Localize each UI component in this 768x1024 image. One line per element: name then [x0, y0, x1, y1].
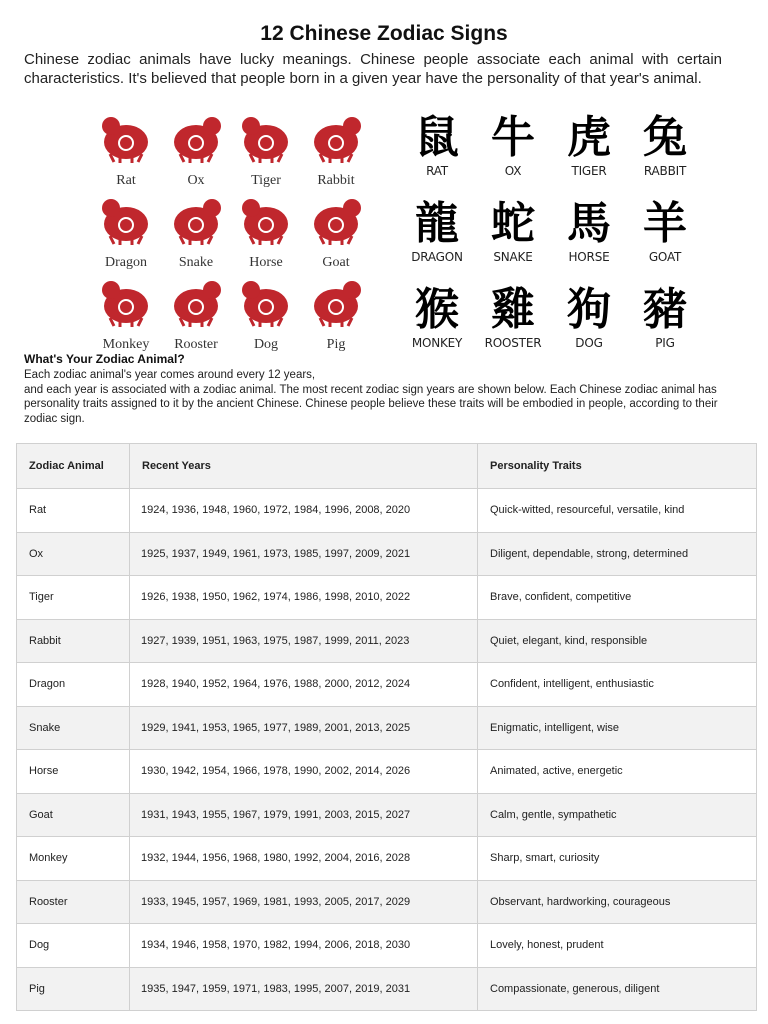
cell-traits: Compassionate, generous, diligent: [478, 967, 757, 1011]
cell-animal: Snake: [17, 706, 130, 750]
cell-animal: Dragon: [17, 663, 130, 707]
page-title: 12 Chinese Zodiac Signs: [260, 22, 508, 45]
cell-traits: Diligent, dependable, strong, determined: [478, 532, 757, 576]
papercut-dragon: [92, 192, 160, 272]
table-row: [17, 793, 757, 837]
papercut-label: Snake: [178, 255, 214, 270]
pig-papercut-icon: [308, 274, 364, 330]
section-paragraph: [24, 368, 728, 426]
section-line: Each zodiac animal's year comes around every 12 years,: [24, 369, 316, 381]
character-goat: [630, 198, 700, 280]
table-row: [17, 489, 757, 533]
cell-years: 1924, 1936, 1948, 1960, 1972, 1984, 1996, 2008, 2020: [130, 489, 478, 533]
character-label: OX: [504, 164, 522, 178]
cell-years: 1929, 1941, 1953, 1965, 1977, 1989, 2001, 2013, 2025: [130, 706, 478, 750]
character-label: RAT: [426, 164, 448, 178]
character-pig: [630, 284, 700, 366]
cell-years: 1932, 1944, 1956, 1968, 1980, 1992, 2004, 2016, 2028: [130, 837, 478, 881]
cell-years: 1926, 1938, 1950, 1962, 1974, 1986, 1998, 2010, 2022: [130, 576, 478, 620]
character-glyph: 龍: [415, 198, 459, 249]
character-glyph: 牛: [491, 112, 535, 163]
papercut-label: Rat: [116, 173, 136, 188]
cell-traits: Lovely, honest, prudent: [478, 924, 757, 968]
cell-animal: Rat: [17, 489, 130, 533]
header-personality-traits: Personality Traits: [478, 444, 757, 489]
papercut-goat: [302, 192, 370, 272]
papercut-label: Rabbit: [317, 173, 355, 188]
papercut-label: Goat: [322, 255, 350, 270]
table-row: [17, 663, 757, 707]
character-rooster: [478, 284, 548, 366]
character-glyph: 豬: [643, 284, 687, 335]
cell-animal: Goat: [17, 793, 130, 837]
table-row: [17, 837, 757, 881]
cell-animal: Rooster: [17, 880, 130, 924]
rooster-papercut-icon: [168, 274, 224, 330]
section-line: and each year is associated with a zodiac animal. The most recent zodiac sign years are shown below. Each Chinese zodiac animal has personality traits assigned to it by the ancient Chinese. Chinese people believe these traits will be embodied in people, according to their zodiac sign.: [24, 383, 718, 425]
rat-papercut-icon: [98, 110, 154, 166]
character-label: PIG: [655, 336, 675, 350]
papercut-pig: [302, 274, 370, 354]
character-snake: [478, 198, 548, 280]
cell-years: 1930, 1942, 1954, 1966, 1978, 1990, 2002, 2014, 2026: [130, 750, 478, 794]
cell-animal: Monkey: [17, 837, 130, 881]
dragon-papercut-icon: [98, 192, 154, 248]
character-horse: [554, 198, 624, 280]
papercut-dog: [232, 274, 300, 354]
character-glyph: 雞: [491, 284, 535, 335]
cell-years: 1927, 1939, 1951, 1963, 1975, 1987, 1999, 2011, 2023: [130, 619, 478, 663]
table-row: [17, 924, 757, 968]
character-glyph: 羊: [643, 198, 687, 249]
character-label: TIGER: [571, 164, 607, 178]
cell-animal: Rabbit: [17, 619, 130, 663]
papercut-label: Horse: [249, 255, 283, 270]
character-label: ROOSTER: [484, 336, 542, 350]
cell-animal: Dog: [17, 924, 130, 968]
header-zodiac-animal: Zodiac Animal: [17, 444, 130, 489]
cell-traits: Sharp, smart, curiosity: [478, 837, 757, 881]
calligraphy-grid: [402, 112, 702, 357]
papercut-horse: [232, 192, 300, 272]
character-glyph: 虎: [567, 112, 611, 163]
table-row: [17, 576, 757, 620]
cell-years: 1928, 1940, 1952, 1964, 1976, 1988, 2000, 2012, 2024: [130, 663, 478, 707]
papercut-label: Rooster: [174, 337, 218, 352]
character-glyph: 兔: [643, 112, 687, 163]
character-rabbit: [630, 112, 700, 194]
cell-traits: Calm, gentle, sympathetic: [478, 793, 757, 837]
ox-papercut-icon: [168, 110, 224, 166]
papercut-label: Tiger: [251, 173, 281, 188]
cell-years: 1933, 1945, 1957, 1969, 1981, 1993, 2005, 2017, 2029: [130, 880, 478, 924]
character-label: RABBIT: [643, 164, 687, 178]
papercut-label: Pig: [326, 337, 346, 352]
character-glyph: 馬: [567, 198, 611, 249]
table-row: [17, 619, 757, 663]
goat-papercut-icon: [308, 192, 364, 248]
table-row: [17, 706, 757, 750]
papercut-label: Monkey: [102, 337, 150, 352]
papercut-rooster: [162, 274, 230, 354]
papercut-ox: [162, 110, 230, 190]
snake-papercut-icon: [168, 192, 224, 248]
papercut-label: Ox: [187, 173, 205, 188]
intro-paragraph: Chinese zodiac animals have lucky meanings. Chinese people associate each animal with certain characteristics. It's believed that people born in a given year have the personality of that year's animal.: [24, 51, 722, 87]
papercut-rat: [92, 110, 160, 190]
character-tiger: [554, 112, 624, 194]
papercut-label: Dog: [253, 337, 279, 352]
papercut-monkey: [92, 274, 160, 354]
character-label: DRAGON: [411, 250, 463, 264]
cell-animal: Pig: [17, 967, 130, 1011]
section-heading: What's Your Zodiac Animal?: [24, 352, 185, 366]
character-glyph: 蛇: [491, 198, 535, 249]
papercut-rabbit: [302, 110, 370, 190]
character-glyph: 狗: [567, 284, 611, 335]
character-label: MONKEY: [411, 336, 463, 350]
cell-years: 1931, 1943, 1955, 1967, 1979, 1991, 2003, 2015, 2027: [130, 793, 478, 837]
cell-traits: Quiet, elegant, kind, responsible: [478, 619, 757, 663]
zodiac-table: [16, 443, 757, 1011]
table-row: [17, 532, 757, 576]
cell-animal: Tiger: [17, 576, 130, 620]
cell-years: 1925, 1937, 1949, 1961, 1973, 1985, 1997, 2009, 2021: [130, 532, 478, 576]
character-label: GOAT: [648, 250, 682, 264]
table-row: [17, 880, 757, 924]
papercut-label: Dragon: [105, 255, 147, 270]
cell-traits: Confident, intelligent, enthusiastic: [478, 663, 757, 707]
cell-years: 1934, 1946, 1958, 1970, 1982, 1994, 2006, 2018, 2030: [130, 924, 478, 968]
cell-traits: Quick-witted, resourceful, versatile, kind: [478, 489, 757, 533]
papercut-tiger: [232, 110, 300, 190]
dog-papercut-icon: [238, 274, 294, 330]
cell-years: 1935, 1947, 1959, 1971, 1983, 1995, 2007, 2019, 2031: [130, 967, 478, 1011]
horse-papercut-icon: [238, 192, 294, 248]
cell-animal: Ox: [17, 532, 130, 576]
monkey-papercut-icon: [98, 274, 154, 330]
character-glyph: 鼠: [415, 112, 459, 163]
cell-animal: Horse: [17, 750, 130, 794]
cell-traits: Animated, active, energetic: [478, 750, 757, 794]
character-monkey: [402, 284, 472, 366]
header-recent-years: Recent Years: [130, 444, 478, 489]
character-label: HORSE: [568, 250, 610, 264]
papercut-snake: [162, 192, 230, 272]
character-dragon: [402, 198, 472, 280]
character-label: SNAKE: [493, 250, 533, 264]
tiger-papercut-icon: [238, 110, 294, 166]
character-dog: [554, 284, 624, 366]
cell-traits: Observant, hardworking, courageous: [478, 880, 757, 924]
character-ox: [478, 112, 548, 194]
table-header-row: [17, 444, 757, 489]
papercut-grid: [92, 110, 362, 355]
cell-traits: Brave, confident, competitive: [478, 576, 757, 620]
rabbit-papercut-icon: [308, 110, 364, 166]
character-rat: [402, 112, 472, 194]
character-glyph: 猴: [415, 284, 459, 335]
table-row: [17, 967, 757, 1011]
cell-traits: Enigmatic, intelligent, wise: [478, 706, 757, 750]
character-label: DOG: [575, 336, 603, 350]
table-row: [17, 750, 757, 794]
